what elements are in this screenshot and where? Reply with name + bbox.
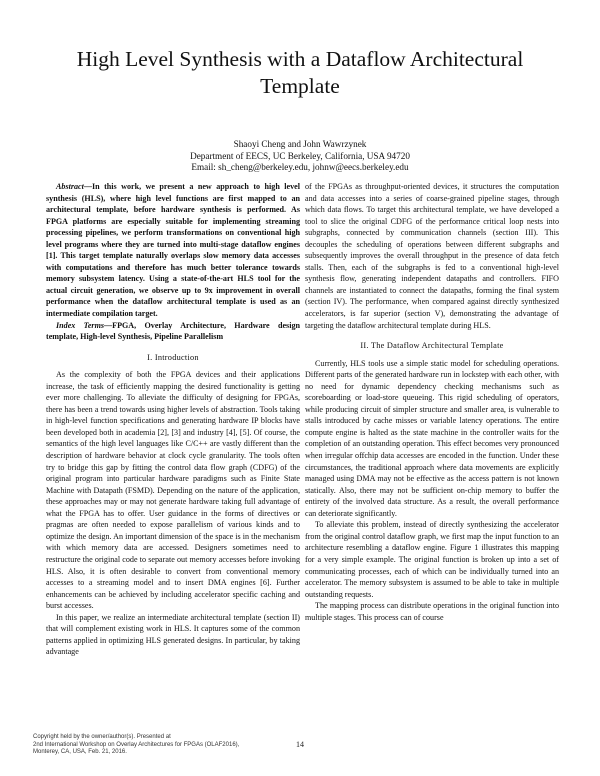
paper-title: High Level Synthesis with a Dataflow Architectural Template — [76, 47, 524, 98]
copyright-footer — [33, 734, 293, 757]
author-names: Shaoyi Cheng and John Wawrzynek — [233, 139, 367, 149]
author-affiliation: Department of EECS, UC Berkeley, California, USA 94720 — [190, 150, 410, 161]
paragraph: The mapping process can distribute operations in the original function into multiple stages. This process can of course — [305, 601, 559, 622]
author-block — [40, 139, 560, 174]
footer-line: Copyright held by the owner/author(s). Presented at — [33, 734, 171, 740]
paragraph: of the FPGAs as throughput-oriented devices, it structures the computation and data accesses into a series of coarse-grained pipeline stages, through which data flows. To target this architectural template, we have developed a tool to slice the original CDFG of the performance critical loop nests into subgraphs, connected by communication channels (section III). This decouples the scheduling of operations between different subgraphs and subsequently improves the overall throughput in the presence of data fetch stalls. Then, each of the subgraphs is fed to a conventional high-level synthesis flow, generating independent datapaths and controllers. FIFO channels are instantiated to connect the datapaths, forming the final system (section IV). The performance, when compared against directly synthesized accelerators, is far superior (section V), demonstrating the advantage of targeting the dataflow architectural template during HLS. — [305, 182, 559, 330]
right-column — [305, 181, 559, 623]
abstract-text: —In this work, we present a new approach to high level synthesis (HLS), where high level functions are first mapped to an architectural template, before hardware synthesis is performed. As FPGA platforms are especially suitable for implementing streaming processing pipelines, we perform transformations on conventional high level programs where they are turned into multi-stage dataflow engines [1]. This target template naturally overlaps slow memory data accesses with computations and therefore has much better tolerance towards memory subsystem latency. Using a state-of-the-art HLS tool for the actual circuit generation, we observe up to 9x improvement in overall performance when the dataflow architectural template is used as an intermediate compilation target. — [46, 182, 300, 319]
abstract — [46, 181, 300, 320]
paragraph: To alleviate this problem, instead of directly synthesizing the accelerator from the original control dataflow graph, we first map the input function to an architecture resembling a dataflow engine. Figure 1 illustrates this mapping for a very simple example. The original function is broken up into a set of communicating processes, each of which can be individually turned into an accelerator. The memory subsystem is assumed to be able to take in multiple outstanding requests. — [305, 520, 559, 599]
abstract-label: Abstract — [56, 182, 84, 191]
index-terms — [46, 320, 300, 343]
paragraph: In this paper, we realize an intermediate architectural template (section II) that will complement existing work in HLS. It captures some of the common patterns applied in optimizing HLS generated designs. In particular, by taking advantage — [46, 612, 300, 657]
section-heading-introduction: I. Introduction — [147, 352, 199, 362]
index-terms-text: —FPGA, Overlay Architecture, Hardware design template, High-level Synthesis, Pipeline Parallelism — [46, 320, 300, 342]
section-heading-dataflow: II. The Dataflow Architectural Template — [360, 341, 504, 351]
author-email: Email: sh_cheng@berkeley.edu, johnw@eecs.berkeley.edu — [191, 162, 409, 173]
paragraph: As the complexity of both the FPGA devices and their applications increase, the task of efficiently mapping the desired functionality is getting ever more challenging. To alleviate the difficulty of designing for FPGAs, there has been a trend towards using higher levels of abstraction. Tools taking in high-level function specifications and generating hardware IP blocks have been developed both in academia [2], [3] and industry [4], [5]. Of course, the semantics of the high level languages like C/C++ are vastly different than the description of hardware behavior at clock cycle granularity. The tools often try to bridge this gap by fitting the control data flow graph (CDFG) of the original program into particular hardware paradigms such as Finite State Machine with Datapath (FSMD). Depending on the nature of the application, these approaches may or may not generate hardware taking full advantage of what the FPGA has to offer. User guidance in the forms of directives or pragmas are often needed to expose parallelism of various kinds and to optimize the design. An important dimension of the space is in the mechanism with which memory data are accessed. Designers sometimes need to restructure the original code to separate out memory accesses before invoking HLS. Also, it is often desirable to convert from conventional memory accesses to a streaming model and to insert DMA engines [6]. Further enhancements can be achieved by including accelerator specific caching and burst accesses. — [46, 370, 300, 611]
index-terms-label: Index Terms — [56, 320, 105, 330]
page-number: 14 — [296, 740, 304, 749]
footer-line: 2nd International Workshop on Overlay Architectures for FPGAs (OLAF2016), — [33, 741, 240, 748]
left-column — [46, 181, 300, 658]
paragraph: Currently, HLS tools use a simple static model for scheduling operations. Different parts of the generated hardware run in lockstep with each other, with no need for dynamic dependency checking mechanisms such as scoreboarding or load-store queueing. This rigid scheduling of operators, while producing circuit of simpler structure and smaller area, is vulnerable to stalls introduced by cache misses or variable latency operations. The entire compute engine is halted as the state machine in the controller waits for the completion of an outstanding operation. This effect becomes very pronounced when irregular offchip data accesses are encoded in the function. Under these circumstances, the traditional approach where data movements are explicitly managed using DMA may not be effective as the access pattern is not known statically. Also, there may not be sufficient on-chip memory to buffer the entirety of the involved data structure. As a result, the overall performance can deteriorate significantly. — [305, 358, 559, 518]
footer-line: Monterey, CA, USA, Feb. 21, 2016. — [33, 749, 127, 756]
